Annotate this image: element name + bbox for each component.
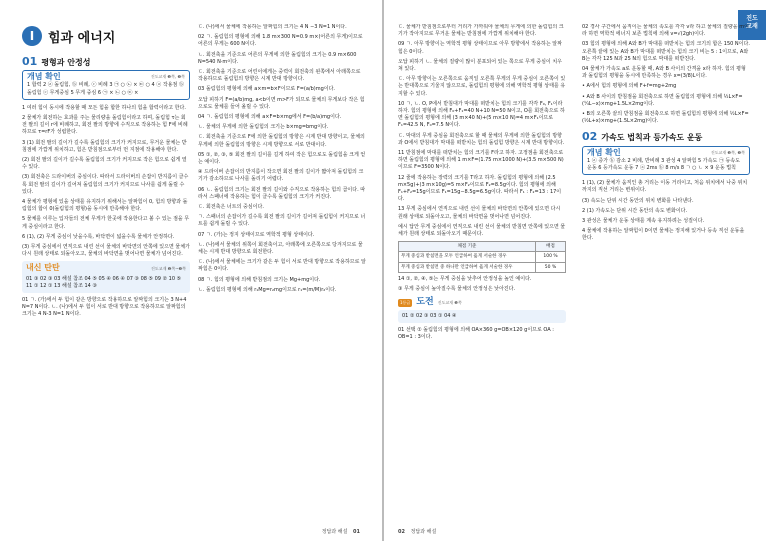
- left-page: [0, 0, 382, 541]
- right-column-2: [582, 24, 750, 524]
- scoring-table: [398, 241, 566, 273]
- paragraph: 02 ㄱ. 돌림힘의 평형에 의해 1.8 m×300 N=0.9 m×(어른의 무게)이므로 어른의 무게는 600 N이다.: [198, 34, 363, 48]
- paragraph: 6 (1), (2) 무게 중심이 낮을수록, 바닥면이 넓을수록 물체가 안정하다.: [22, 233, 175, 240]
- section-heading: [582, 130, 750, 144]
- paragraph: ㄷ. 막대의 무게 중심을 회전축으로 할 때 물체의 무게에 의한 돌림힘의 방향과 O에서 받침대가 막대를 떠받치는 힘의 돌림힘 방향은 시계 반대 방향이다.: [398, 132, 565, 146]
- paragraph: 2 물체가 회전하는 효과를 주는 물리량을 돌림힘이라고 하며, 돌림힘 τ는 회전 팔의 길이 r에 비례하고, 회전 팔의 방향에 수직으로 작용하는 힘 F에 비례하므로 τ=rF가 성립한다.: [22, 115, 188, 136]
- paragraph: 06 ㄴ. 돌림힘의 크기는 회전 팔의 길이와 수직으로 작용하는 힘의 곱이다. 따라서 스패너에 작용하는 힘이 클수록 돌림힘의 크기가 커진다.: [198, 186, 366, 200]
- paragraph: ㄴ. (나)에서 물체의 위쪽이 회전축이고, 아래쪽에 오른쪽으로 당겨지므로 물체는 시계 반대 방향으로 회전한다.: [198, 241, 363, 256]
- challenge-subtitle: 진도교재 ❶쪽: [437, 300, 462, 306]
- table-row: [399, 262, 566, 272]
- challenge-answers: 01 ② 02 ③ 03 ① 04 ④: [398, 310, 566, 323]
- paragraph: 05 ①, ②, ③, ⑤ 회전 팔의 길이를 길게 하여 작은 힘으로도 돌림힘을 크게 얻는 예이다.: [198, 151, 366, 166]
- exam-practice-box: [22, 261, 190, 293]
- concept-check-box: [582, 146, 750, 176]
- paragraph: (3) 속도는 단위 시간 동안의 위치 변화를 나타낸다.: [582, 197, 694, 204]
- paragraph: 03 돌림힘의 평형에 의해 a×m=b×F이므로 F=(a/b)mg이다.: [198, 86, 336, 93]
- side-tab: 진도 교재: [738, 10, 766, 40]
- paragraph: • A에서 힘의 평형에 의해 F+f=mg+2mg: [582, 83, 677, 90]
- paragraph: ㄷ. 회전축을 기준으로 어린이에게는 중력이 회전축의 왼쪽에서 아래쪽으로 작용하므로 돌림힘의 방향은 시계 반대 방향이다.: [198, 69, 361, 83]
- table-header: 배점: [536, 242, 566, 252]
- page-footer: [322, 528, 360, 535]
- concept-box-answers: 1 ⓐ 증가 ⓑ 감소 2 비례, 반비례 3 관성 4 알짜힘 5 가속도 ㉠ 등속도 운동 6 등가속도 운동 7 ⓐ 2ms ⓑ 8 m/s 8 ㄱ ○ ㄴ × 9 운동 법칙: [587, 157, 740, 172]
- page-number: 01: [353, 529, 360, 535]
- paragraph: 12 줄에 작용하는 장력의 크기를 T라고 하자. 돌림힘의 평형에 의해 (2.5 m×5g)+(3 m×10g)=5 m×F₂이므로 F₂=8.5g이다. 힘의 평형에 의해 F₁+F₂=15g이므로 F₁=15g−8.5g=6.5g이다. 따라서 F₁ : F₂=13 : 17이다.: [398, 174, 562, 203]
- paragraph: ㄴ. 회전축을 기준으로 어른의 무게에 의한 돌림힘의 크기는 0.9 m×600 N=540 N·m이다.: [198, 51, 357, 65]
- concept-box-title: 개념 확인: [27, 72, 61, 82]
- challenge-heading: [398, 299, 566, 306]
- paragraph: 3 관성은 물체가 운동 상태를 계속 유지하려는 성질이다.: [582, 218, 705, 225]
- challenge-tag: 1등급: [400, 300, 411, 306]
- paragraph: 07 ㄱ. (가)는 정지 상태이므로 역학적 평형 상태이다.: [198, 231, 315, 238]
- paragraph: ㄴ. 물체의 무게에 의한 돌림힘의 크기는 b×mg=bmg이다.: [198, 124, 329, 131]
- paragraph: ㄴ. 돌림힘의 평형에 의해 r₁Mg=r₂mg이므로 r₁=(m/M)r₂이다.: [198, 286, 337, 293]
- section-title: 평형과 안정성: [41, 58, 91, 67]
- paragraph: 4 물체에 작용하는 알짜힘이 0이면 물체는 정지해 있거나 등속 직선 운동을 한다.: [582, 228, 745, 242]
- paragraph: ③ 무게 중심이 높아질수록 물체의 안정성은 낮아진다.: [398, 286, 516, 293]
- right-page: [384, 0, 766, 541]
- paragraph: 10 ㄱ, ㄴ. O, P에서 받침대가 막대를 떠받치는 힘의 크기를 각각 F₀, F₁이라 하자. 힘의 평형에 의해 F₀+F₁=40 N+10 N=50 N이고, O를 회전축으로 하면 돌림힘의 평형에 의해 (3 m×40 N)+(5 m×10 N)=4 m×F₁이므로 F₁=42.5 N, F₀=7.5 N이다.: [398, 100, 565, 129]
- paragraph: 예시 답안 무게 중심에서 연직으로 내린 선이 물체의 받침면 안쪽에 있으면 물체가 원래 상태로 되돌아오기 때문이다.: [398, 223, 566, 238]
- paragraph: 1 여러 힘이 동시에 작용할 때 모든 힘을 합한 하나의 힘을 합력이라고 한다.: [22, 104, 186, 111]
- footer-label: 정답과 해설: [321, 529, 348, 535]
- footer-label: 정답과 해설: [410, 529, 437, 535]
- paragraph: 1 (1), (2) 물체가 움직인 총 거리는 이동 거리이고, 처음 위치에서 나중 위치까지의 직선 거리는 변위이다.: [582, 180, 748, 194]
- concept-check-box: [22, 70, 190, 100]
- section-number: 02: [582, 130, 598, 144]
- page-number: 02: [398, 529, 405, 535]
- table-cell: 100 %: [536, 252, 566, 262]
- paragraph: 14 ①, ②, ④, ⑤는 무게 중심을 낮추어 안정성을 높인 예이다.: [398, 275, 532, 282]
- table-cell: 무게 중심과 받침면을 모두 언급하여 옳게 서술한 경우: [399, 252, 536, 262]
- challenge-title: 도전: [416, 297, 434, 308]
- paragraph: (2) 회전 팔의 길이가 길수록 돌림힘의 크기가 커지므로 작은 힘으로 쉽게 열 수 있다.: [22, 157, 187, 171]
- concept-box-subtitle: 진도교재 ❶쪽, ❷쪽: [150, 74, 185, 80]
- table-cell: 50 %: [536, 262, 566, 272]
- exam-box-title: 내신 탄탄: [26, 263, 60, 273]
- section-number: 01: [22, 55, 38, 68]
- paragraph: ㄷ. 아무 방향이는 오른쪽으로 움직일 오른쪽 무게의 무게 중심이 오른쪽이 있는 반대쪽으로 기울지 않으므로, 돌림힘의 평형에 의해 역학적 평형 상태를 유지할 수 있다.: [398, 76, 566, 97]
- paragraph: (3) 무게 중심에서 연직으로 내린 선이 물체의 바닥면의 안쪽에 있으면 물체가 다시 원래 상태로 되돌아오고, 물체의 바닥면을 벗어나면 물체가 넘어진다.: [22, 244, 190, 258]
- paragraph: 01 ㄱ. (가)에서 두 힘이 같은 방향으로 작용하므로 알짜힘의 크기는 3 N+4 N=7 N이다. ㄴ. (나)에서 두 힘이 서로 반대 방향으로 작용하므로 알짜힘의 크기는 4 N-3 N=1 N이다.: [22, 297, 187, 318]
- chapter-title: 힘과 에너지: [48, 30, 116, 46]
- concept-box-subtitle: 진도교재 ❶쪽, ❷쪽: [710, 149, 745, 155]
- section-title: 가속도 법칙과 등가속도 운동: [601, 133, 703, 143]
- paragraph: 오답 피하기 F=(a/b)mg, a<b이면 m>F가 되므로 물체의 무게보다 작은 힘으로도 물체를 들어 올릴 수 있다.: [198, 96, 365, 110]
- paragraph: (3) 회전축은 드라이버의 중심이다. 따라서 드라이버의 손잡이 반지름이 클수록 회전 팔의 길이가 길어져 돌림힘의 크기가 커지므로 나사를 쉽게 돌릴 수 있다.: [22, 174, 189, 195]
- paragraph: 08 ㄱ. 힘의 평형에 의해 받침점의 크기는 Mg+mg이다.: [198, 276, 321, 283]
- paragraph: 01 선택 ① 돌림힘의 평형에 의해 OA×360 g=OB×120 g이므로 OA : OB=1 : 3이다.: [398, 326, 554, 340]
- paragraph: ④ 드라이버 손잡이의 반지름이 작으면 회전 팔의 길이가 짧아져 돌림힘의 크기가 감소하므로 나사를 돌리기 어렵다.: [198, 169, 364, 183]
- paragraph: 2 (1) 가속도는 단위 시간 동안의 속도 변화이다.: [582, 207, 688, 214]
- concept-box-title: 개념 확인: [587, 147, 621, 157]
- paragraph: 02 경사 구간에서 움직이는 물체의 속도를 각각 v라 하고 물체의 질량을 m이라 하면 역학적 에너지 보존 법칙에 의해 v=√(2gh)이다.: [582, 24, 749, 38]
- paragraph: 04 ㄱ. 돌림힘의 평형에 의해 a×F=b×mg에서 F=(b/a)mg이다.: [198, 114, 342, 121]
- table-header: 채점 기준: [399, 242, 536, 252]
- paragraph: 03 힘의 평형에 의해 A와 B가 막대를 떠받치는 힘의 크기의 합은 150 N이다. 오른쪽 끝에 있는 A와 B가 막대를 떠받치는 힘의 크기 비는 5 : 1이므로, A와 B는 각각 125 N과 25 N의 힘으로 막대를 떠받친다.: [582, 41, 750, 62]
- exam-box-subtitle: 진도교재 ❶쪽~❷쪽: [151, 266, 186, 272]
- paragraph: • A와 B 사이의 받침점을 회전축으로 하면 돌림힘의 평형에 의해 ½L×F=(¼L−x)×mg+1.5L×2mg이다.: [582, 93, 743, 107]
- paragraph: ㄷ. (나)에서 물체에는 크기가 같은 두 힘이 서로 반대 방향으로 작용하므로 알짜힘은 0이다.: [198, 259, 366, 273]
- paragraph: ㄷ. 회전축을 기준으로 F에 의한 돌림힘의 방향은 시계 반대 방향이고, 물체의 무게에 의한 돌림힘의 방향은 시계 방향으로 서로 반대이다.: [198, 134, 365, 148]
- paragraph: ㄷ. (나)에서 물체에 작용하는 알짜힘의 크기는 4 N −3 N=1 N이다.: [198, 24, 347, 30]
- paragraph: • B의 오른쪽 끝의 받침점을 회전축으로 하면 돌림힘의 평형에 의해 ½L×F=(½L+x)×mg+(1.5L×2mg)이다.: [582, 111, 749, 125]
- left-column-2: [198, 24, 366, 524]
- page-footer: [398, 528, 436, 535]
- left-column-1: [22, 54, 190, 322]
- chapter-header: [22, 24, 115, 48]
- paragraph: 09 ㄱ. 아무 방향이는 역학적 평형 상태이므로 아무 방향에서 작용하는 알짜힘은 0이다.: [398, 41, 562, 55]
- paragraph: 13 무게 중심에서 연직으로 내린 선이 물체의 바닥면의 안쪽에 있으면 다시 원래 상태로 되돌아오고, 물체의 바닥면을 벗어나면 넘어진다.: [398, 206, 561, 220]
- table-cell: 무게 중심과 받침면 중 하나만 언급하여 옳게 서술한 경우: [399, 262, 536, 272]
- chapter-number: I: [22, 26, 42, 46]
- concept-box-answers: 1 합력 2 ⓐ 돌림힘, ⓑ 비례, ⓒ 비례 3 ㉠ ○ ㉡ × ㉢ ○ 4 ⓐ 작용점 ⓑ 돌림힘 ⓒ 무게중심 5 무게 중심 6 ㉠ × ㉡ ○ ㉢ ×: [27, 82, 184, 96]
- paragraph: 3 (1) 회전 팔의 길이가 길수록 돌림힘의 크기가 커지므로, 무거운 물체는 받침점에 가깝게 위치하고, 힘은 받침점으로부터 먼 지점에 작용해야 한다.: [22, 139, 187, 153]
- paragraph: 5 물체를 이루는 입자들의 전체 무게가 한곳에 작용한다고 볼 수 있는 점을 무게 중심이라고 한다.: [22, 216, 190, 230]
- paragraph: 04 물체가 가속도 a로 운동할 때, A와 B 사이의 간격을 x라 하자. 힘의 평형과 돌림힘의 평형을 동시에 만족하는 경우 x=(3/8)L이다.: [582, 66, 746, 80]
- paragraph: ㄷ. 물체가 받침점으로부터 거리가 가까워야 물체의 무게에 의한 돌림힘의 크기가 작아지므로 무거운 물체는 받침점에 가깝게 위치해야 한다.: [398, 24, 564, 38]
- paragraph: 11 받침점에 막대를 떠받치는 힘의 크기를 F라고 하자. 고정점을 회전축으로 하면 돌림힘의 평형에 의해 1 m×F=(1.75 m×1000 N)+(3.5 m×500 N)이므로 F=3500 N이다.: [398, 150, 564, 171]
- paragraph: 오답 피하기 ㄴ. 물체의 질량이 많이 분포되어 있는 쪽으로 무게 중심이 치우쳐 있다.: [398, 58, 562, 73]
- paragraph: 4 물체가 평형에 있을 상태를 유지하기 위해서는 알짜힘이 0, 힘의 방향과 돌림힘의 합이 0(돌림힘의 평형)을 동시에 만족해야 한다.: [22, 199, 188, 213]
- paragraph: ㄱ. 스패너의 손잡이가 길수록 회전 팔의 길이가 길어져 돌림힘이 커지므로 너트를 쉽게 돌릴 수 있다.: [198, 214, 366, 228]
- section-heading: [22, 55, 190, 68]
- right-column-1: [398, 24, 566, 524]
- paragraph: ㄷ. 회전축은 너트의 중심이다.: [198, 204, 264, 211]
- exam-box-answers: 01 ③ 02 ③ 03 해설 참조 04 ⑤ 05 ④ 06 ④ 07 ③ 08 ⑤ 09 ② 10 ⑤ 11 ① 12 ① 13 해설 참조 14 ③: [26, 275, 182, 289]
- table-row: [399, 252, 566, 262]
